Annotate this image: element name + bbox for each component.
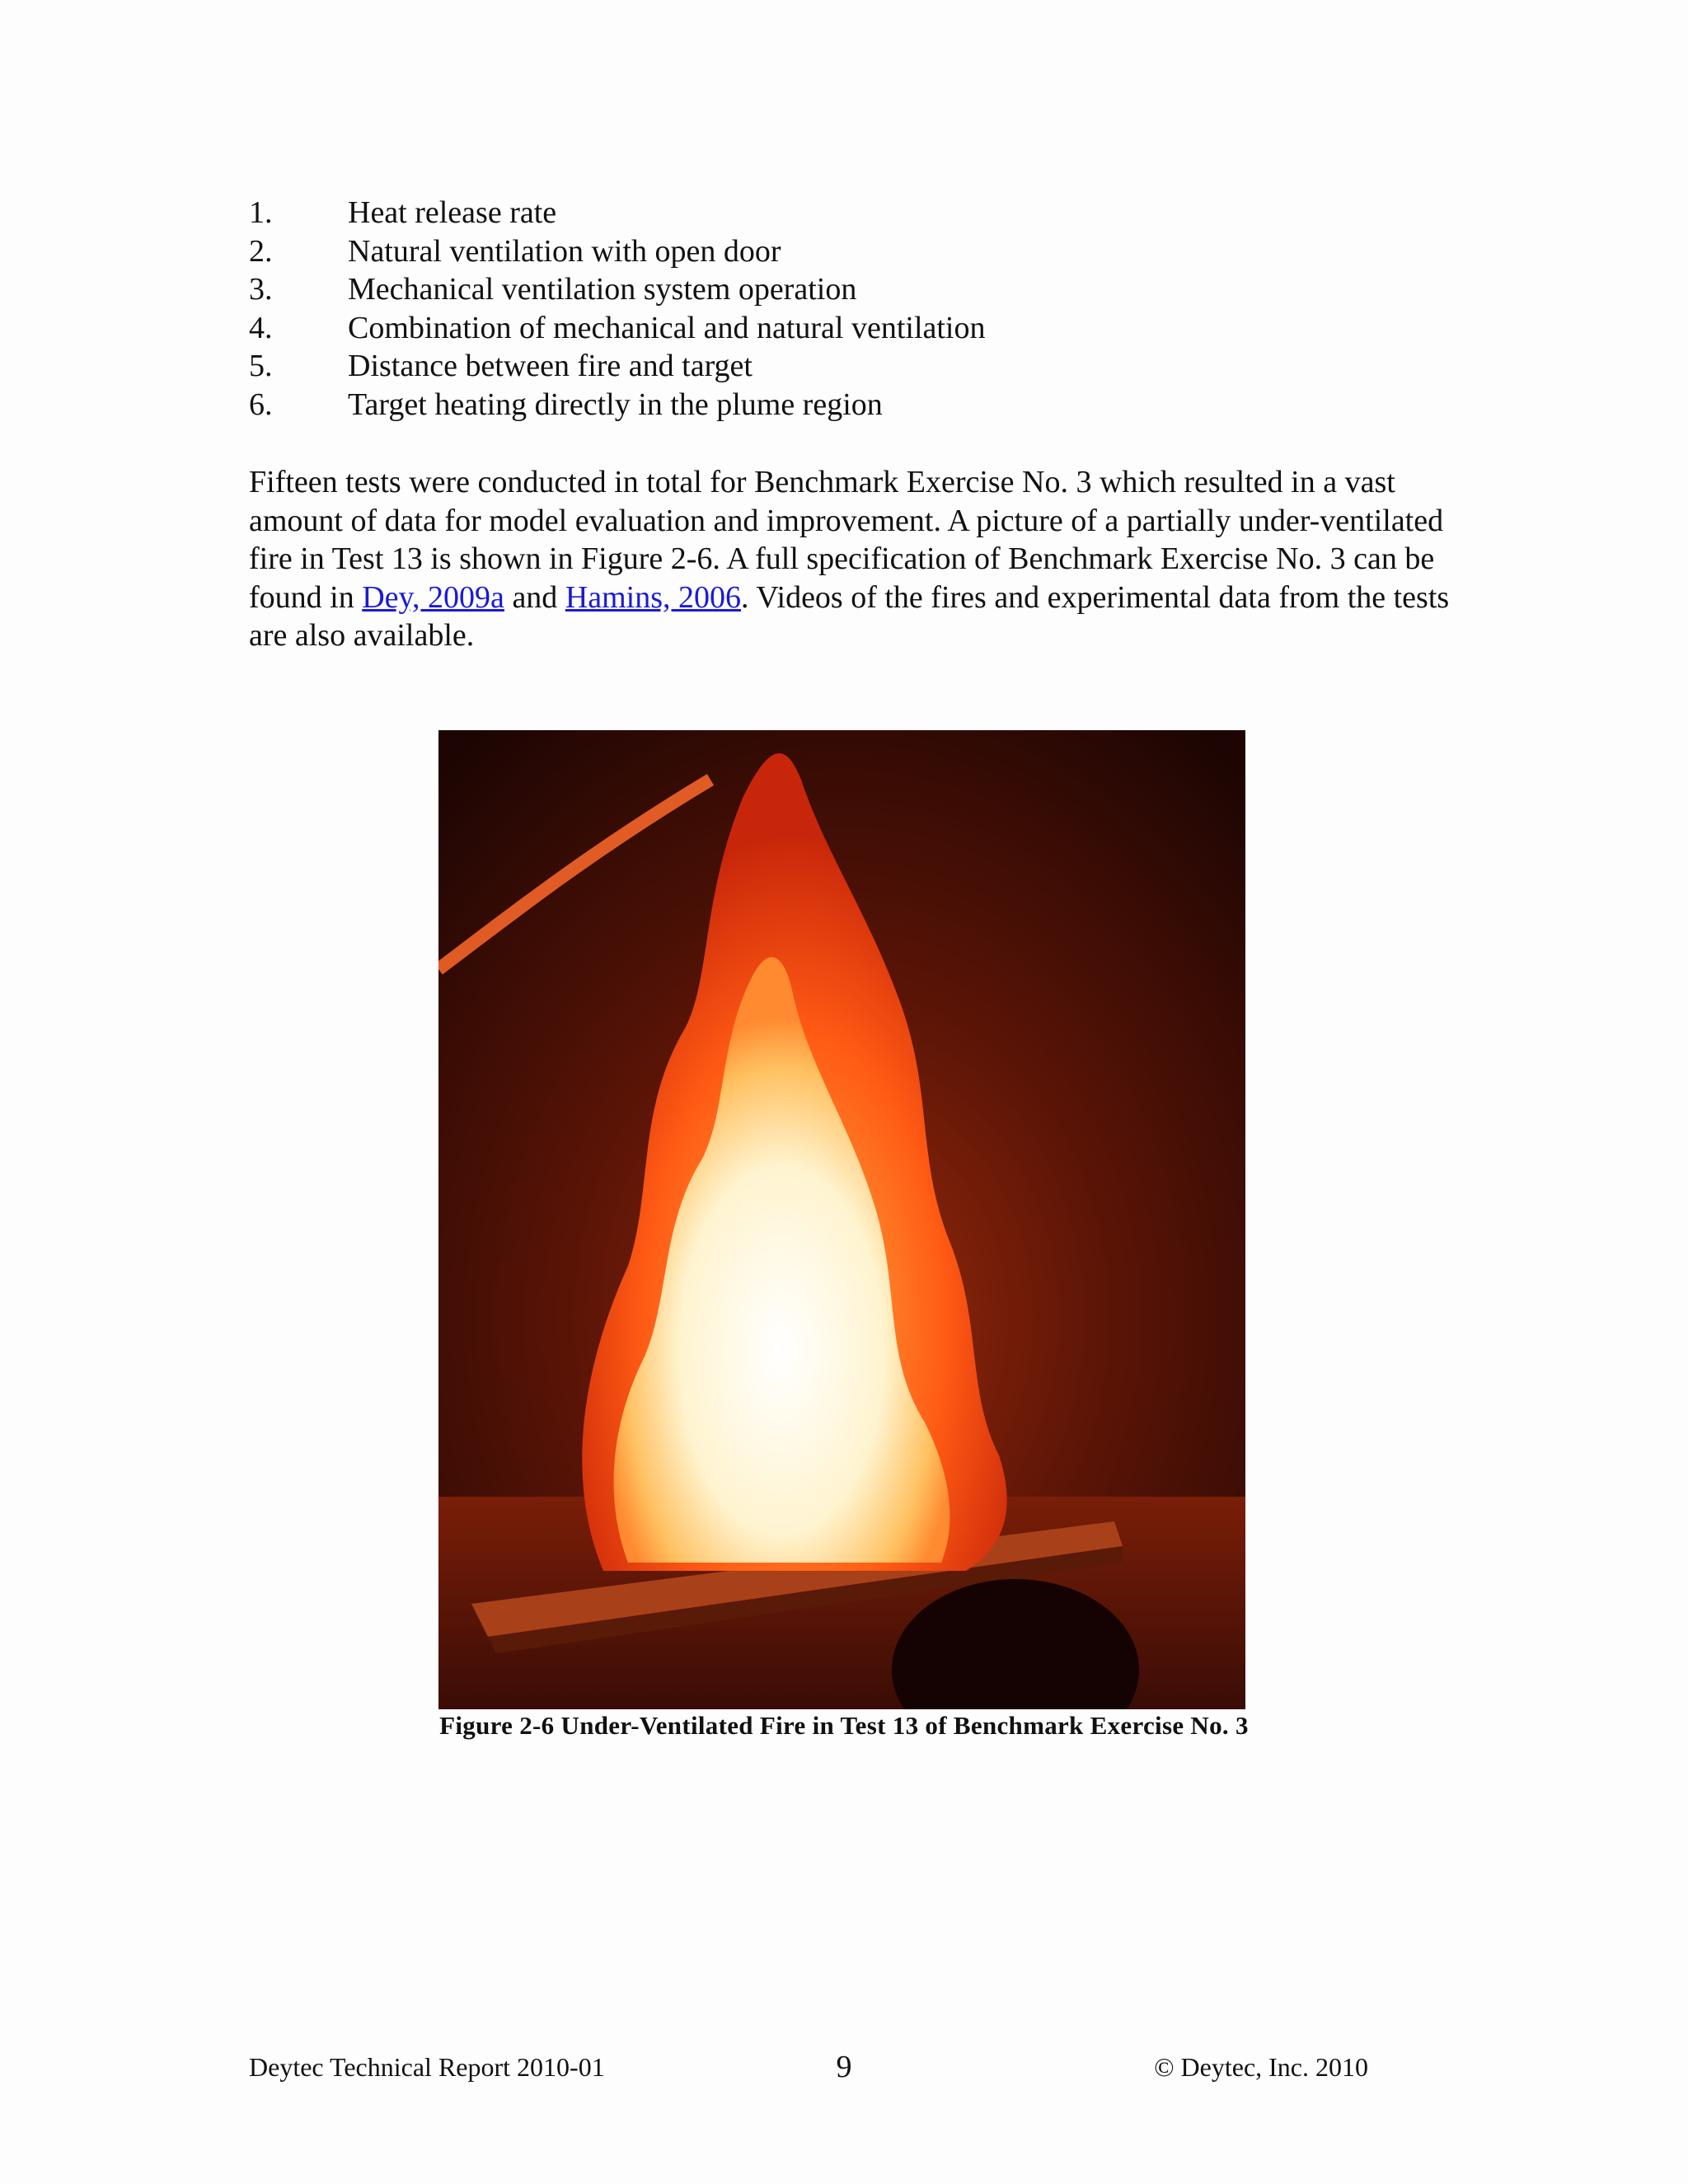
list-number: 4. xyxy=(249,310,273,345)
figure-caption: Figure 2-6 Under-Ventilated Fire in Test 13 of Benchmark Exercise No. 3 xyxy=(439,1711,1249,1740)
page-number: 9 xyxy=(836,2050,852,2084)
list-number: 6. xyxy=(249,387,273,422)
list-item xyxy=(249,194,1485,232)
list-text: Target heating directly in the plume region xyxy=(348,387,883,422)
paragraph-text: and xyxy=(504,579,565,615)
paragraph-text: Fifteen tests were conducted in total for Benchmark Exercise No. 3 which resulted in a vast amount of data for model evaluation and improvement. A picture of a partially under-ventilated fire in Test 13 is shown in Figure 2-6. A full specification of Benchmark Exercise No. 3 can be found in xyxy=(249,465,1444,615)
list-number: 1. xyxy=(249,195,273,230)
list-item xyxy=(249,232,1485,271)
list-text: Mechanical ventilation system operation xyxy=(348,272,857,307)
footer-copyright: © Deytec, Inc. 2010 xyxy=(1154,2052,1368,2082)
fire-illustration xyxy=(438,730,1245,1709)
list-text: Heat release rate xyxy=(348,195,557,230)
list-text: Distance between fire and target xyxy=(348,349,753,383)
body-paragraph xyxy=(249,463,1469,655)
fire-photo xyxy=(438,730,1245,1709)
list-item xyxy=(249,270,1485,309)
list-number: 2. xyxy=(249,233,273,269)
ventilation-parameter-list xyxy=(249,194,1485,424)
list-text: Combination of mechanical and natural ventilation xyxy=(348,310,986,345)
dey-2009a-link[interactable]: Dey, 2009a xyxy=(362,579,504,615)
list-text: Natural ventilation with open door xyxy=(348,233,781,269)
list-number: 3. xyxy=(249,272,273,307)
list-item xyxy=(249,386,1485,424)
list-number: 5. xyxy=(249,349,273,383)
list-item xyxy=(249,309,1485,348)
paragraph-text: . Videos of the fires and experimental data from the tests are also available. xyxy=(249,579,1450,653)
list-item xyxy=(249,347,1485,386)
hamins-2006-link[interactable]: Hamins, 2006 xyxy=(565,579,742,615)
footer-report-title: Deytec Technical Report 2010-01 xyxy=(249,2052,605,2082)
